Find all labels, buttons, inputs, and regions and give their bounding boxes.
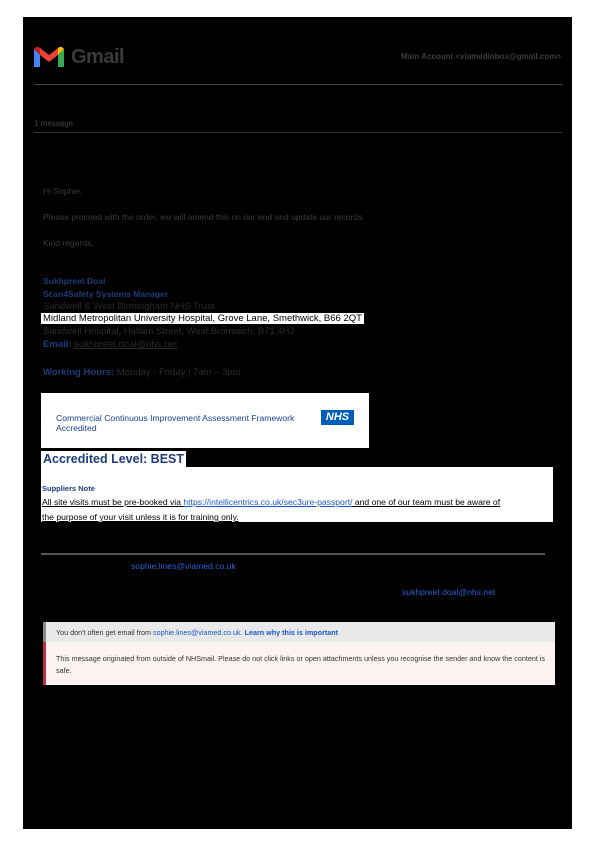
banner-line-1: Commercial Continuous Improvement Assessment Framework (56, 413, 295, 423)
header-divider (34, 84, 562, 85)
gmail-m-icon (32, 45, 66, 69)
warning-text: This message originated from outside of NHSmail. Please do not click links or open attachments unless you recognise the sender and know the content is safe. (56, 654, 546, 675)
banner-text (56, 413, 294, 433)
external-sender-notice (43, 622, 555, 642)
signature-address-1: Midland Metropolitan University Hospital, Grove Lane, Smethwick, B66 2QT (43, 313, 362, 324)
suppliers-text-end: the purpose of your visit unless it is for training only. (42, 512, 239, 522)
signature-title: Scan4Safety Systems Manager (43, 289, 169, 299)
suppliers-text-mid: and one of our team must be aware of (352, 497, 501, 507)
notice-prefix: You don't often get email from (56, 628, 153, 637)
email-print-page (23, 17, 572, 829)
quote-divider (41, 553, 545, 555)
notice-sender[interactable]: sophie.lines@viamed.co.uk (153, 628, 241, 637)
signature-org: Sandwell & West Birmingham NHS Trust (43, 301, 215, 312)
banner-line-2: Accredited (56, 423, 97, 433)
nhsmail-warning (43, 642, 555, 685)
signature-email-row (43, 339, 177, 350)
account-label: Main Account <viamedinbox@gmail.com> (401, 52, 561, 61)
suppliers-note (41, 467, 553, 522)
message-count: 1 message (34, 119, 74, 128)
ccia-banner (41, 393, 369, 448)
suppliers-note-body (42, 495, 552, 525)
body-text: Please proceed with the order, we will amend this on our end and update our records. (43, 212, 365, 222)
suppliers-text-start: All site visits must be pre-booked via (42, 497, 184, 507)
accreditation-level: Accredited Level: BEST (43, 452, 185, 466)
closing: Kind regards, (43, 238, 94, 248)
nhs-logo: NHS (321, 410, 354, 425)
thread-divider (34, 132, 562, 133)
hours-value: Monday - Friday | 7am – 3pm (116, 367, 241, 378)
email-label: Email: (43, 339, 72, 350)
signature-address-2: Sandwell Hospital, Hallam Street, West Bromwich, B71 4HJ (43, 326, 295, 337)
gmail-wordmark: Gmail (71, 45, 125, 68)
suppliers-note-title: Suppliers Note (42, 484, 95, 493)
signature-email-link[interactable]: sukhpreet.doal@nhs.net (74, 339, 178, 350)
hours-label: Working Hours: (43, 367, 115, 378)
notice-text (56, 628, 338, 637)
passport-link[interactable]: https://intellicentrics.co.uk/sec3ure-passport/ (183, 497, 353, 507)
greeting: Hi Sophie, (43, 186, 83, 196)
to-email-link[interactable]: sukhpreet.doal@nhs.net (402, 587, 496, 597)
from-email-link[interactable]: sophie.lines@viamed.co.uk (131, 561, 236, 571)
learn-why-link[interactable]: Learn why this is important (244, 628, 339, 637)
gmail-logo (32, 44, 127, 70)
working-hours-row (43, 367, 241, 378)
notice-separator: . (240, 628, 245, 637)
signature-name: Sukhpreet Doal (43, 276, 106, 286)
